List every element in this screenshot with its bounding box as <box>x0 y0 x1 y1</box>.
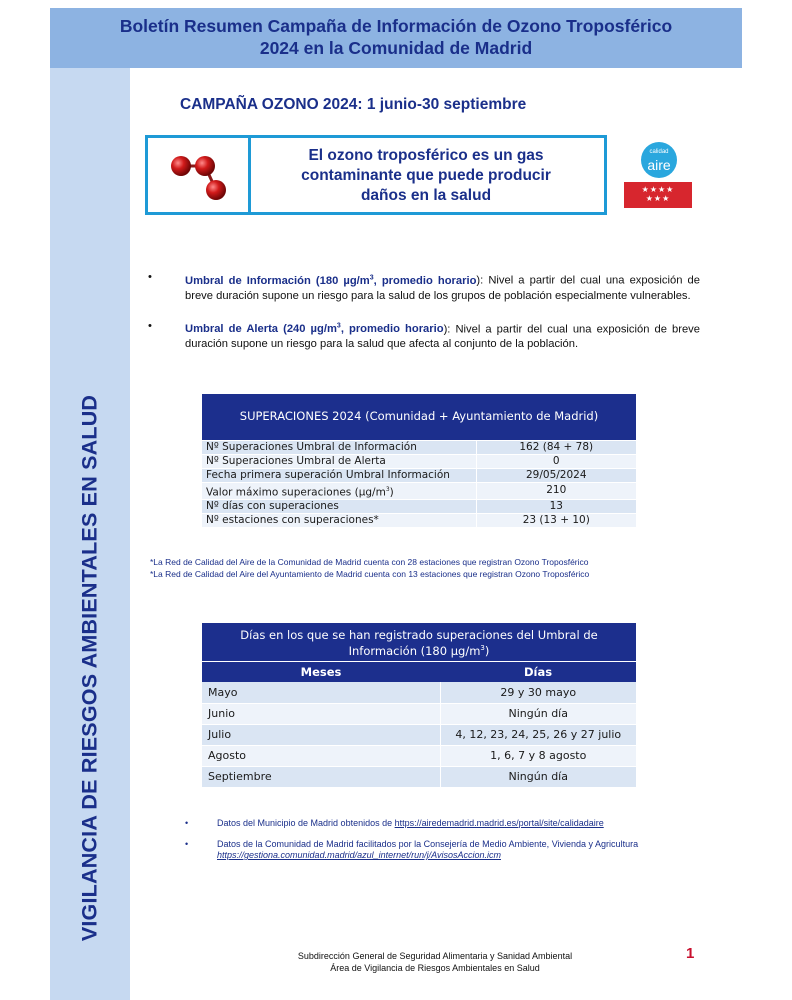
month-cell: Julio <box>202 724 440 745</box>
row-value: 23 (13 + 10) <box>476 514 636 528</box>
table-row <box>202 766 636 787</box>
column-header-months: Meses <box>202 661 440 682</box>
page-footer <box>250 950 620 974</box>
row-value: 210 <box>476 482 636 500</box>
table-row <box>202 500 636 514</box>
bulletin-header <box>50 8 742 68</box>
table-row <box>202 440 636 454</box>
row-value: 29/05/2024 <box>476 468 636 482</box>
days-cell: 1, 6, 7 y 8 agosto <box>440 745 636 766</box>
days-cell: Ningún día <box>440 766 636 787</box>
list-item-alert-threshold <box>148 319 700 353</box>
bullet-icon: • <box>148 271 152 283</box>
row-label: Nº días con superaciones <box>202 500 476 514</box>
ozone-statement-line1: El ozono troposférico es un gas <box>308 147 544 164</box>
bullet-icon: • <box>185 838 189 849</box>
days-cell: 29 y 30 mayo <box>440 682 636 703</box>
days-table-title: Días en los que se han registrado superaciones del Umbral de Información (180 $\mu g/m^3$) <box>202 623 636 661</box>
month-cell: Mayo <box>202 682 440 703</box>
header-title-line1: Boletín Resumen Campaña de Información de Ozono Troposférico <box>119 16 673 36</box>
row-label: Valor máximo superaciones $(\mu g/m^3)$ <box>202 482 476 500</box>
row-label: Nº estaciones con superaciones* <box>202 514 476 528</box>
table-row <box>202 468 636 482</box>
campaign-title: CAMPAÑA OZONO 2024: 1 junio-30 septiembre <box>180 96 527 113</box>
alert-threshold-text: ): Nivel a partir del cual una exposición de breve duración supone un riesgo para la salud que afecta al conjunto de la población. <box>185 323 700 351</box>
sidebar-vertical-title: VIGILANCIA DE RIESGOS AMBIENTALES EN SALUD <box>77 394 102 942</box>
table-row <box>202 514 636 528</box>
superaciones-table <box>202 394 636 528</box>
info-threshold-label: Umbral de Información (180 $\mu g/m^3$, promedio horario <box>185 274 477 287</box>
row-value: 0 <box>476 454 636 468</box>
row-label: Nº Superaciones Umbral de Alerta <box>202 454 476 468</box>
table-row <box>202 454 636 468</box>
bullet-icon: • <box>148 319 152 332</box>
month-cell: Agosto <box>202 745 440 766</box>
footer-line2: Área de Vigilancia de Riesgos Ambientales en Salud <box>330 963 540 973</box>
ozone-molecule-icon <box>164 150 234 206</box>
table-row <box>202 703 636 724</box>
row-label: Nº Superaciones Umbral de Información <box>202 440 476 454</box>
column-header-days: Días <box>440 661 636 682</box>
list-item-source-comunidad <box>185 839 700 862</box>
station-footnotes <box>150 556 710 580</box>
source-municipio-text: Datos del Municipio de Madrid obtenidos de <box>217 818 395 828</box>
row-value: 162 (84 + 78) <box>476 440 636 454</box>
logo-text-calidad: calidad <box>649 149 669 155</box>
row-value: 13 <box>476 500 636 514</box>
info-threshold-text: ): Nivel a partir del cual una exposición de breve duración supone un riesgo para la salud de los grupos de población especialmente vulnerables. <box>185 274 700 302</box>
airedemadrid-link[interactable]: https://airedemadrid.madrid.es/portal/site/calidadaire <box>394 818 604 828</box>
table-row <box>202 745 636 766</box>
ozone-statement <box>256 146 596 206</box>
ozone-statement-line2: contaminante que puede producir <box>301 167 551 184</box>
ozone-box-divider <box>248 138 251 212</box>
days-exceedance-table <box>202 623 636 788</box>
alert-threshold-label: Umbral de Alerta (240 $\mu g/m^3$, promedio horario <box>185 322 444 336</box>
source-comunidad-text: Datos de la Comunidad de Madrid facilitados por la Consejería de Medio Ambiente, Vivienda y Agricultura <box>217 838 639 849</box>
month-cell: Septiembre <box>202 766 440 787</box>
calidad-aire-logo <box>622 140 694 212</box>
bullet-icon: • <box>185 818 189 828</box>
header-title-line2: 2024 en la Comunidad de Madrid <box>259 38 533 58</box>
footnote-ayuntamiento: *La Red de Calidad del Aire del Ayuntamiento de Madrid cuenta con 13 estaciones que registran Ozono Troposférico <box>150 569 590 579</box>
table-row <box>202 724 636 745</box>
table-row <box>202 482 636 500</box>
logo-stars-bottom: ★★★ <box>645 194 671 203</box>
madrid-flag-icon <box>624 182 692 208</box>
data-sources <box>185 818 700 871</box>
month-cell: Junio <box>202 703 440 724</box>
gestiona-comunidad-link[interactable]: https://gestiona.comunidad.madrid/azul_internet/run/j/AvisosAccion.icm <box>217 850 501 860</box>
days-cell: 4, 12, 23, 24, 25, 26 y 27 julio <box>440 724 636 745</box>
sidebar-band <box>50 68 130 1000</box>
table-row <box>202 682 636 703</box>
list-item-source-municipio <box>185 818 700 830</box>
superaciones-table-title: SUPERACIONES 2024 (Comunidad + Ayuntamiento de Madrid) <box>202 394 636 440</box>
page-number: 1 <box>686 945 695 962</box>
ozone-statement-line3: daños en la salud <box>360 187 492 204</box>
logo-text-aire: aire <box>647 157 671 173</box>
list-item-info-threshold <box>148 270 700 304</box>
row-label: Fecha primera superación Umbral Información <box>202 468 476 482</box>
logo-stars-top: ★★★★ <box>641 185 675 194</box>
ozone-info-box <box>145 135 607 215</box>
days-cell: Ningún día <box>440 703 636 724</box>
threshold-definitions <box>148 270 700 367</box>
footnote-comunidad: *La Red de Calidad del Aire de la Comunidad de Madrid cuenta con 28 estaciones que registran Ozono Troposférico <box>150 557 589 567</box>
footer-line1: Subdirección General de Seguridad Alimentaria y Sanidad Ambiental <box>297 951 573 961</box>
